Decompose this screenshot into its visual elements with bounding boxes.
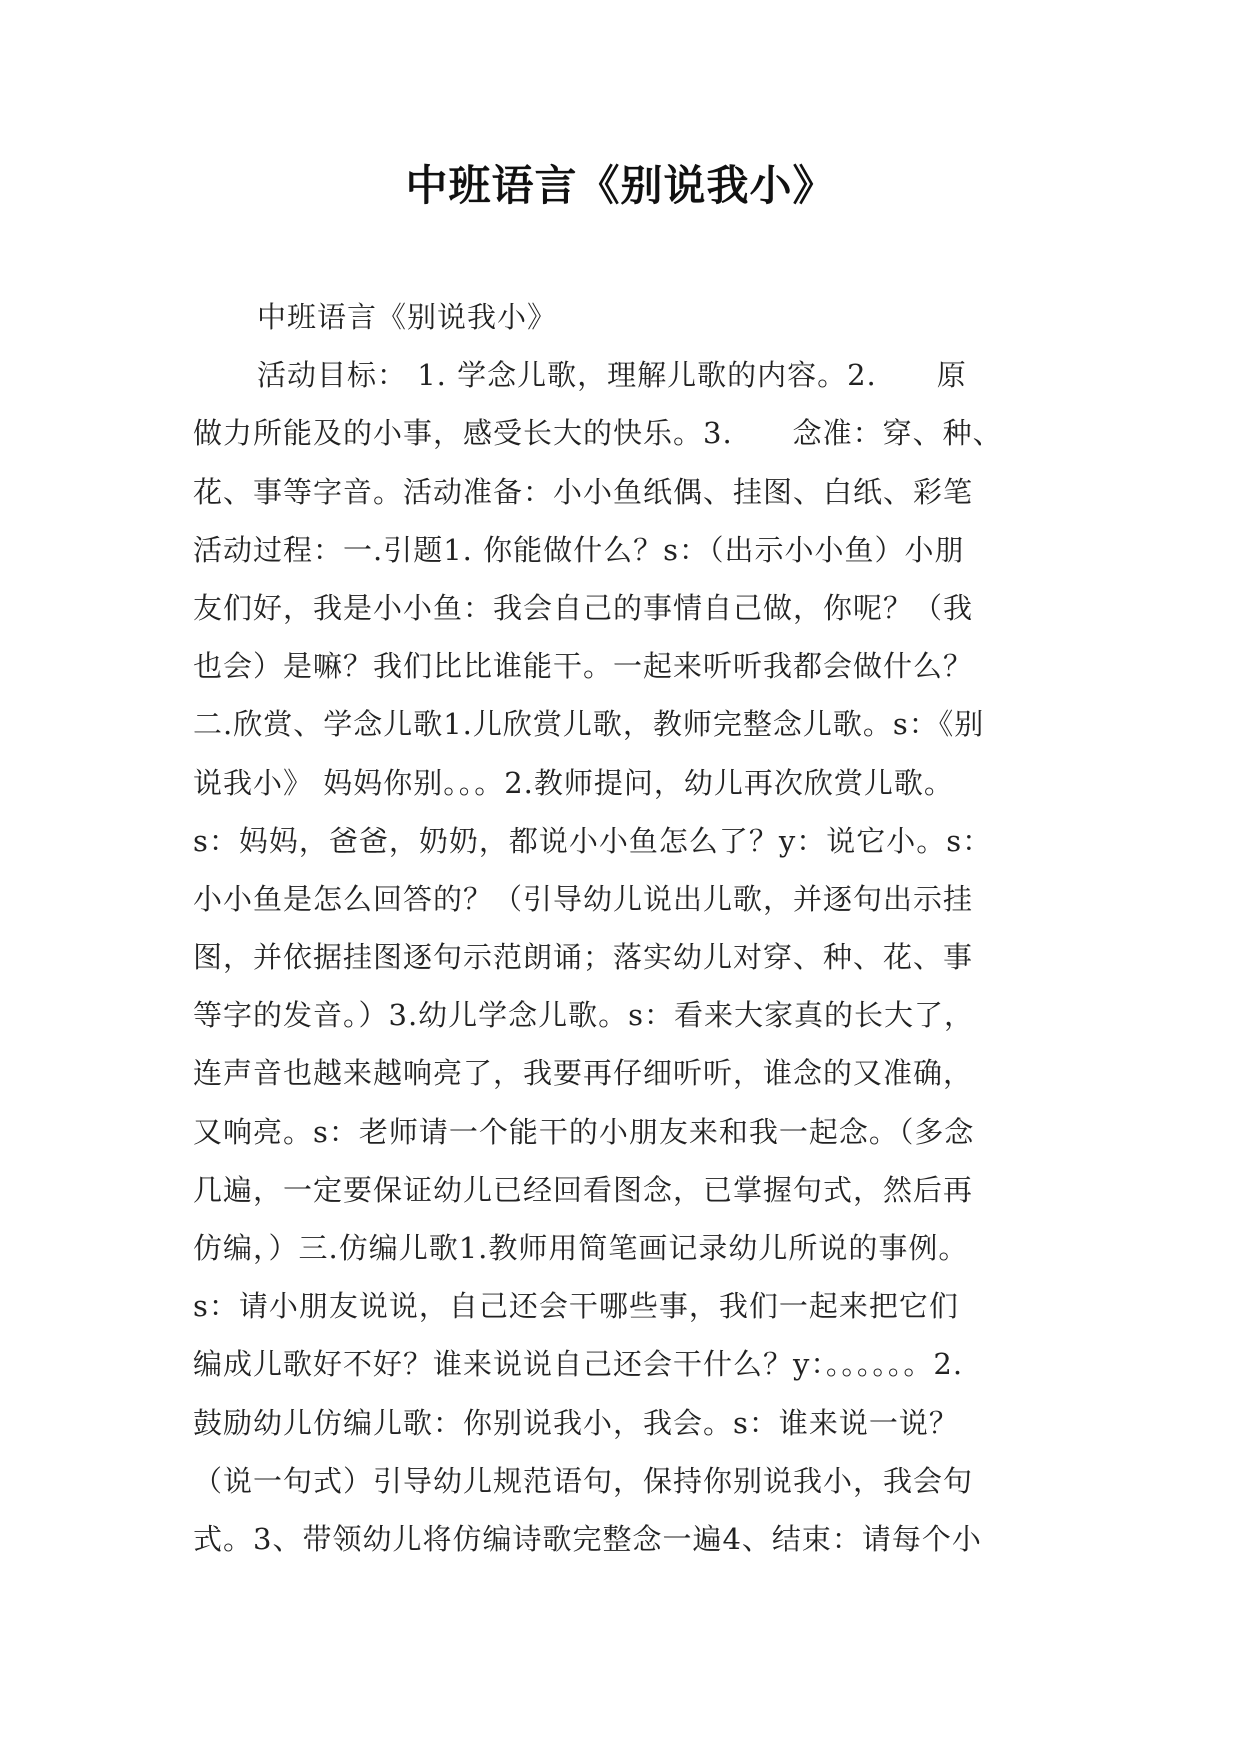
body-line: 几遍，一定要保证幼儿已经回看图念，已掌握句式，然后再: [193, 1172, 974, 1207]
body-line: 编成儿歌好不好？谁来说说自己还会干什么？y：。。。。。。2.: [193, 1347, 964, 1382]
document-body: [193, 288, 1073, 1568]
body-line: 小小鱼是怎么回答的？（引导幼儿说出儿歌，并逐句出示挂: [193, 881, 974, 916]
body-line: 也会）是嘛？我们比比谁能干。一起来听听我都会做什么？: [193, 649, 974, 684]
body-line: 做力所能及的小事，感受长大的快乐。3. 念准：穿、种、: [193, 416, 1003, 451]
body-line: 式。3、带领幼儿将仿编诗歌完整念一遍4、结束：请每个小: [193, 1521, 982, 1556]
body-line: s：请小朋友说说，自己还会干哪些事，我们一起来把它们: [193, 1289, 959, 1324]
document-title: 中班语言《别说我小》: [405, 161, 836, 210]
body-line: 连声音也越来越响亮了，我要再仔细听听，谁念的又准确，: [193, 1056, 974, 1091]
body-line: 鼓励幼儿仿编儿歌：你别说我小，我会。s：谁来说一说？: [193, 1405, 959, 1440]
body-line-subtitle: 中班语言《别说我小》: [257, 300, 558, 334]
body-line: 活动目标： 1. 学念儿歌，理解儿歌的内容。2. 原: [257, 358, 967, 393]
body-line: 等字的发音。）3.幼儿学念儿歌。s：看来大家真的长大了，: [193, 998, 975, 1033]
body-line: 图，并依据挂图逐句示范朗诵；落实幼儿对穿、种、花、事: [193, 940, 974, 975]
body-line: 又响亮。s：老师请一个能干的小朋友来和我一起念。（多念: [193, 1114, 975, 1149]
body-line: s：妈妈，爸爸，奶奶，都说小小鱼怎么了？y：说它小。s：: [193, 823, 993, 858]
body-line: 花、事等字音。活动准备：小小鱼纸偶、挂图、白纸、彩笔: [193, 474, 974, 509]
body-line: 友们好，我是小小鱼：我会自己的事情自己做，你呢？（我: [193, 590, 974, 625]
body-line: 说我小》 妈妈你别。。。2.教师提问，幼儿再次欣赏儿歌。: [193, 765, 954, 800]
body-line: 仿编，）三.仿编儿歌1.教师用简笔画记录幼儿所说的事例。: [193, 1231, 969, 1265]
body-line: （说一句式）引导幼儿规范语句，保持你别说我小，我会句: [193, 1463, 974, 1498]
body-line: 活动过程：一.引题1. 你能做什么？s：（出示小小鱼）小朋: [193, 532, 965, 567]
body-line: 二.欣赏、学念儿歌1.儿欣赏儿歌，教师完整念儿歌。s：《别: [193, 707, 985, 742]
